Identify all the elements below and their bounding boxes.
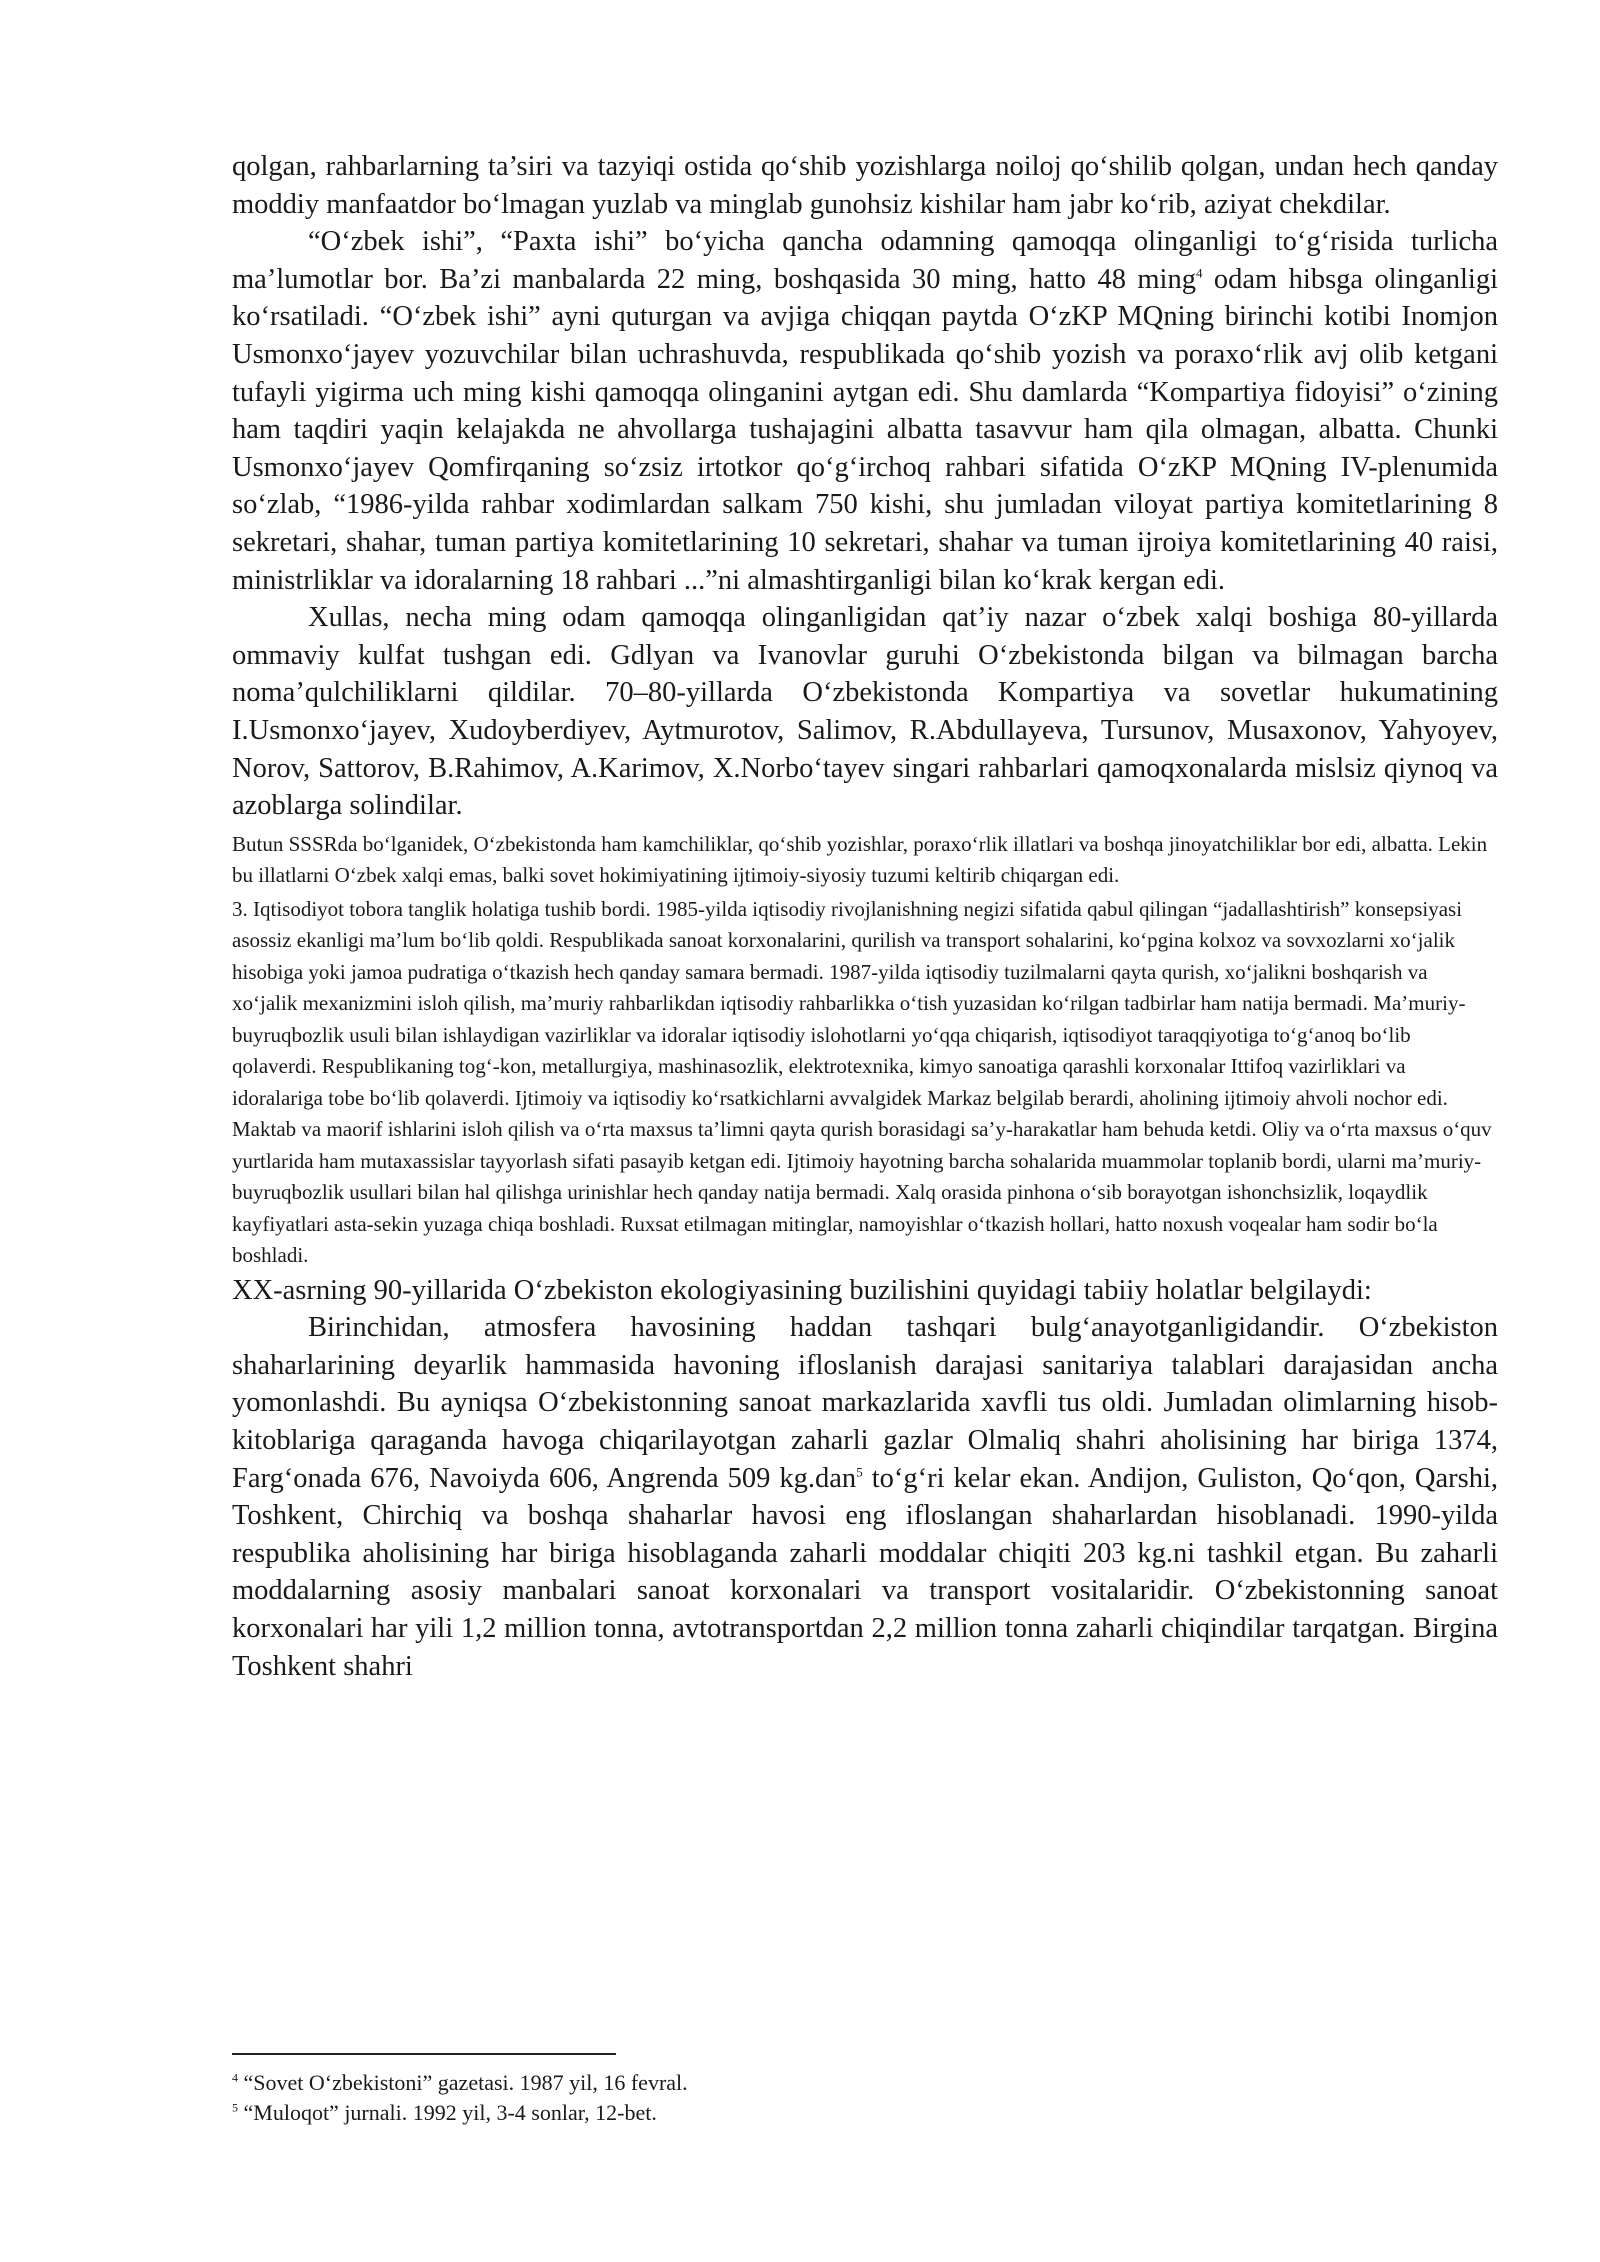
footnotes [232, 2068, 1498, 2128]
footnote-4 [232, 2068, 1498, 2098]
paragraph-4: Butun SSSRda bo‘lganidek, O‘zbekistonda ham kamchiliklar, qo‘shib yozishlar, poraxo‘rlik illatlari va boshqa jinoyatchiliklar bor edi, albatta. Lekin bu illatlarni O‘zbek xalqi emas, balki sovet hokimiyatining ijtimoiy-siyosiy tuzumi keltirib chiqargan edi. [232, 831, 1488, 888]
paragraph-6: XX-asrning 90-yillarida O‘zbekiston ekologiyasining buzilishini quyidagi tabiiy holatlar belgilaydi: [232, 1274, 1372, 1306]
paragraph-3: Xullas, necha ming odam qamoqqa olinganligidan qat’iy nazar o‘zbek xalqi boshiga 80-yillarda ommaviy kulfat tushgan edi. Gdlyan va Ivanovlar guruhi O‘zbekistonda bilgan va bilmagan barcha noma’qulchiliklarni qildilar. 70–80-yillarda O‘zbekistonda Kompartiya va sovetlar hukumatining I.Usmonxo‘jayev, Xudoyberdiyev, Aytmurotov, Salimov, R.Abdullayeva, Tursunov, Musaxonov, Yahyoyev, Norov, Sattorov, B.Rahimov, A.Karimov, X.Norbo‘tayev singari rahbarlari qamoqxonalarda mislsiz qiynoq va azoblarga solindilar. [232, 602, 1498, 822]
paragraph-1: qolgan, rahbarlarning ta’siri va tazyiqi ostida qo‘shib yozishlarga noiloj qo‘shilib qolgan, undan hech qanday moddiy manfaatdor bo‘lmagan yuzlab va minglab gunohsiz kishilar ham jabr ko‘rib, aziyat chekdilar. [232, 151, 1498, 220]
footnote-number: 4 [232, 2070, 238, 2085]
footnote-5 [232, 2098, 1498, 2128]
footnote-ref-4[interactable]: 4 [1195, 265, 1203, 281]
paragraph-7-part-b: to‘g‘ri kelar ekan. Andijon, Guliston, Qo‘qon, Qarshi, Toshkent, Chirchiq va boshqa shaharlar havosi eng ifloslangan shaharlardan hisoblanadi. 1990-yilda respublika aholisining har biriga hisoblaganda zaharli moddalar chiqiti 203 kg.ni tashkil etgan. Bu zaharli moddalarning asosiy manbalari sanoat korxonalari va transport vositalaridir. O‘zbekistonning sanoat korxonalari har yili 1,2 million tonna, avtotransportdan 2,2 million tonna zaharli chiqindilar tarqatgan. Birgina Toshkent shahri [232, 1462, 1498, 1682]
paragraph-5: 3. Iqtisodiyot tobora tanglik holatiga tushib bordi. 1985-yilda iqtisodiy rivojlanishning negizi sifatida qabul qilingan “jadallashtirish” konsepsiyasi asossiz ekanligi ma’lum bo‘lib qoldi. Respublikada sanoat korxonalarini, qurilish va transport sohalarini, ko‘pgina kolxoz va sovxozlarni xo‘jalik hisobiga yoki jamoa pudratiga o‘tkazish hech qanday samara bermadi. 1987-yilda iqtisodiy tuzilmalarni qayta qurish, xo‘jalikni boshqarish va xo‘jalik mexanizmini isloh qilish, ma’muriy rahbarlikdan iqtisodiy rahbarlikka o‘tish yuzasidan ko‘rilgan tadbirlar ham natija bermadi. Ma’muriy-buyruqbozlik usuli bilan ishlaydigan vazirliklar va idoralar iqtisodiy islohotlarni yo‘qqa chiqarish, iqtisodiyot taraqqiyotiga to‘g‘anoq bo‘lib qolaverdi. Respublikaning tog‘-kon, metallurgiya, mashinasozlik, elektrotexnika, kimyo sanoatiga qarashli korxonalar Ittifoq vazirliklari va idoralariga tobe bo‘lib qolaverdi. Ijtimoiy va iqtisodiy ko‘rsatkichlarni avvalgidek Markaz belgilab berardi, aholining ijtimoiy ahvoli nochor edi. Maktab va maorif ishlarini isloh qilish va o‘rta maxsus ta’limni qayta qurish borasidagi sa’y-harakatlar ham behuda ketdi. Oliy va o‘rta maxsus o‘quv yurtlarida ham mutaxassislar tayyorlash sifati pasayib ketgan edi. Ijtimoiy hayotning barcha sohalarida muammolar toplanib bordi, ularni ma’muriy-buyruqbozlik usullari bilan hal qilishga urinishlar hech qanday natija bermadi. Xalq orasida pinhona o‘sib borayotgan ishonchsizlik, loqaydlik kayfiyatlari asta-sekin yuzaga chiqa boshladi. Ruxsat etilmagan mitinglar, namoyishlar o‘tkazish hollari, hatto noxush voqealar ham sodir bo‘la boshladi. [232, 896, 1492, 1268]
footnote-text: “Sovet O‘zbekistoni” gazetasi. 1987 yil, 16 fevral. [238, 2070, 688, 2095]
footnote-separator [232, 2053, 616, 2055]
paragraph-7-part-a: Birinchidan, atmosfera havosining haddan tashqari bulg‘anayotganligidandir. O‘zbekiston shaharlarining deyarlik hammasida havoning ifloslanish darajasi sanitariya talablari darajasidan ancha yomonlashdi. Bu ayniqsa O‘zbekistonning sanoat markazlarida xavfli tus oldi. Jumladan olimlarning hisob-kitoblariga qaraganda havoga chiqarilayotgan zaharli gazlar Olmaliq shahri aholisining har biriga 1374, Farg‘onada 676, Navoiyda 606, Angrenda 509 kg.dan [232, 1312, 1498, 1494]
footnote-ref-5[interactable]: 5 [856, 1464, 863, 1480]
paragraph-2-part-b: odam hibsga olinganligi ko‘rsatiladi. “O‘zbek ishi” ayni quturgan va avjiga chiqqan paytda O‘zKP MQning birinchi kotibi Inomjon Usmonxo‘jayev yozuvchilar bilan uchrashuvda, respublikada qo‘shib yozish va poraxo‘rlik avj olib ketgani tufayli yigirma uch ming kishi qamoqqa olinganini aytgan edi. Shu damlarda “Kompartiya fidoyisi” o‘zining ham taqdiri yaqin kelajakda ne ahvollarga tushajagini albatta tasavvur ham qila olmagan, albatta. Chunki Usmonxo‘jayev Qomfirqaning so‘zsiz irtotkor qo‘g‘irchoq rahbari sifatida O‘zKP MQning IV-plenumida so‘zlab, “1986-yilda rahbar xodimlardan salkam 750 kishi, shu jumladan viloyat partiya komitetlarining 8 sekretari, shahar, tuman partiya komitetlarining 10 sekretari, shahar va tuman ijroiya komitetlarining 40 raisi, ministrliklar va idoralarning 18 rahbari ...”ni almashtirganligi bilan ko‘krak kergan edi. [232, 263, 1498, 596]
paragraph-2-part-a: “O‘zbek ishi”, “Paxta ishi” bo‘yicha qancha odamning qamoqqa olinganligi to‘g‘risida turlicha ma’lumotlar bor. Ba’zi manbalarda 22 ming, boshqasida 30 ming, hatto 48 ming [232, 226, 1498, 295]
footnote-number: 5 [232, 2100, 238, 2115]
footnote-text: “Muloqot” jurnali. 1992 yil, 3-4 sonlar, 12-bet. [238, 2100, 657, 2125]
paragraph-2 [232, 223, 1498, 599]
document-body [232, 148, 1498, 1685]
paragraph-7 [232, 1309, 1498, 1685]
